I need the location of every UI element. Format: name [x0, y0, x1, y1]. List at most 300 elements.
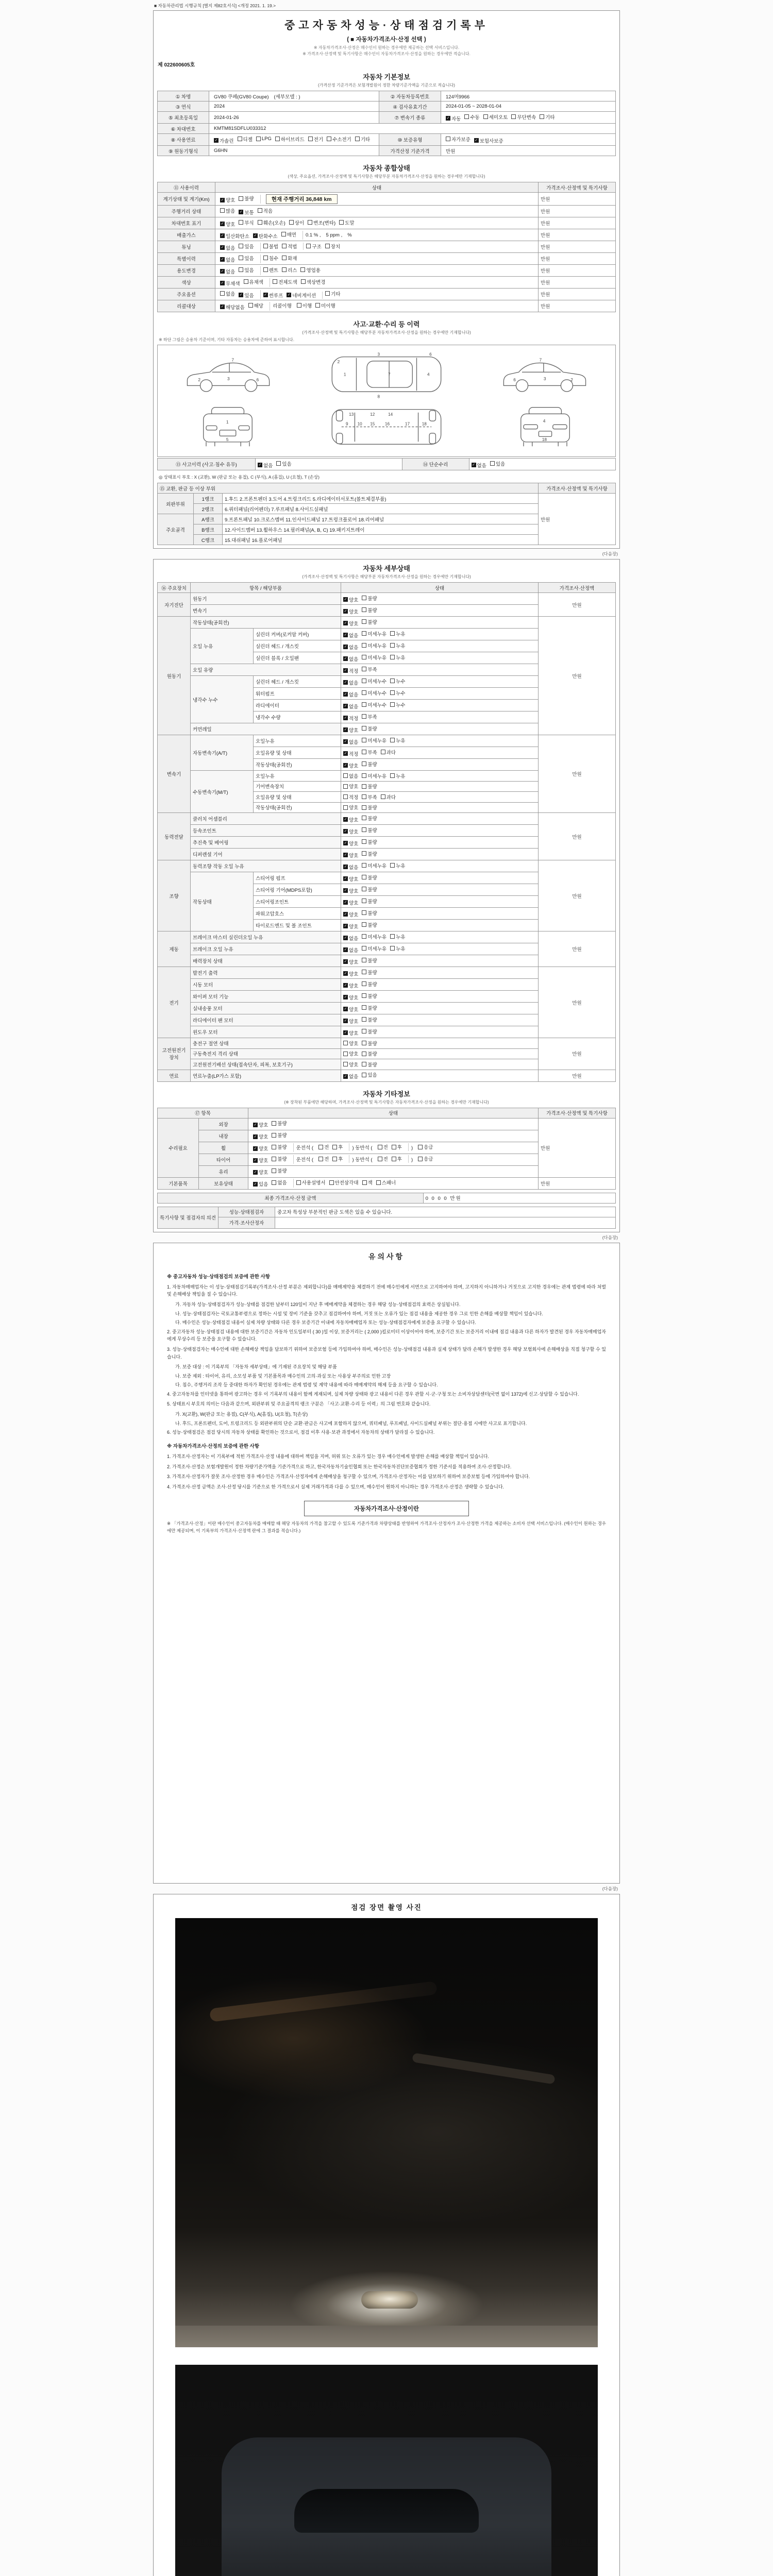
- checkbox-불량[interactable]: [272, 1167, 287, 1174]
- checkbox-box-icon: [362, 702, 366, 707]
- checkbox-부식[interactable]: [239, 219, 254, 226]
- checkbox-양호[interactable]: [343, 1018, 358, 1025]
- checkbox-양호[interactable]: [343, 911, 358, 918]
- checkbox-불량[interactable]: [362, 783, 377, 790]
- checkbox-부족[interactable]: [362, 749, 377, 756]
- notes-paragraph: 6. 성능·상태점검은 점검 당시의 자동차 상태를 확인하는 것으로서, 점검 이후 사용·보관 과정에서 자동차의 상태가 달라질 수 있습니다.: [167, 1430, 435, 1435]
- checkbox-없음[interactable]: [272, 1179, 287, 1186]
- checkbox-전[interactable]: [318, 1143, 329, 1150]
- price-cell: 만원: [539, 277, 616, 289]
- rank-panel-list: 1.후드 2.프론트펜더 3.도어 4.트렁크리드 5.라디에이터서포트(볼트체결부품): [223, 494, 539, 504]
- status-cell: [341, 676, 539, 688]
- checkbox-양호[interactable]: [343, 608, 358, 615]
- notes-paragraph: 4. 중고자동차를 인터넷을 통하여 광고하는 경우 이 기록부의 내용이 함께 게재되며, 실제 차량 상태와 광고 내용이 다른 경우 관할 시·군·구청 또는 소비자상담센터(국번 없이 1372)에 신고·상담할 수 있습니다.: [167, 1391, 579, 1397]
- checkbox-box-icon: [511, 114, 516, 119]
- checkbox-없음[interactable]: [343, 1073, 358, 1080]
- checkbox-불법[interactable]: [263, 243, 278, 250]
- checkbox-label: 양호: [349, 983, 359, 989]
- notes-paragraph: 3. 가격조사·산정자가 잘못 조사·산정한 경우 매수인은 가격조사·산정자에게 손해배상을 청구할 수 있으며, 가격조사·산정자는 이를 담보하기 위하여 보증보험 등에 가입하여야 합니다.: [167, 1474, 530, 1480]
- checkbox-양호[interactable]: [343, 762, 358, 769]
- status-option-group: [217, 243, 261, 251]
- checkbox-box-icon: [275, 137, 280, 141]
- checkbox-많음[interactable]: [220, 207, 235, 214]
- checkbox-label: 리스: [288, 267, 297, 274]
- checkbox-장치[interactable]: [325, 243, 340, 250]
- checkbox-box-icon: [325, 244, 330, 248]
- usage-history-row: [158, 265, 616, 277]
- usage-status-cell: [215, 300, 539, 312]
- checkbox-누수[interactable]: [390, 677, 405, 685]
- status-option-group: [217, 266, 261, 275]
- checkbox-후[interactable]: [332, 1143, 343, 1150]
- checkbox-도말[interactable]: [339, 219, 354, 226]
- checkbox-양호[interactable]: [343, 875, 358, 883]
- checkbox-응급[interactable]: [418, 1143, 433, 1150]
- checkbox-부족[interactable]: [362, 713, 377, 720]
- checkbox-양호[interactable]: [343, 958, 358, 965]
- checkbox-label: 후: [397, 1145, 402, 1150]
- checkbox-양호[interactable]: [343, 620, 358, 627]
- checkbox-미세누수[interactable]: [362, 689, 386, 697]
- checkbox-수소전기[interactable]: [327, 135, 351, 143]
- checkbox-있음[interactable]: [490, 460, 505, 467]
- checkbox-양호[interactable]: [343, 994, 358, 1001]
- checkbox-사용설명서[interactable]: [296, 1179, 326, 1186]
- svg-text:7: 7: [231, 357, 234, 363]
- checkbox-스패너[interactable]: [376, 1179, 396, 1186]
- item-label: 구동축전지 격리 상태: [191, 1048, 341, 1059]
- checkbox-양호[interactable]: [343, 1061, 358, 1068]
- checkbox-적법[interactable]: [282, 243, 297, 250]
- checkbox-적정[interactable]: [343, 715, 358, 722]
- checkbox-box-icon: [332, 1157, 337, 1161]
- checkbox-안전삼각대[interactable]: [329, 1179, 359, 1186]
- other-item-label: 외장: [199, 1118, 248, 1130]
- checkbox-네비게이션[interactable]: [287, 292, 316, 299]
- checkbox-불량[interactable]: [362, 921, 377, 928]
- status-cell: [341, 849, 539, 860]
- checkbox-있음[interactable]: [239, 255, 254, 262]
- checkbox-box-icon: [239, 256, 243, 260]
- checkbox-불량[interactable]: [362, 1061, 377, 1068]
- checkbox-불량[interactable]: [362, 886, 377, 893]
- checkbox-일산화탄소[interactable]: [220, 232, 249, 240]
- checkbox-label: 불량: [367, 993, 377, 999]
- checkbox-누유[interactable]: [390, 772, 405, 779]
- checkbox-양호[interactable]: [343, 828, 358, 835]
- checkbox-불량[interactable]: [362, 725, 377, 732]
- checkbox-양호[interactable]: [253, 1157, 268, 1164]
- checkbox-기타[interactable]: [355, 135, 370, 143]
- col-status: 상태: [215, 182, 539, 193]
- checkbox-불량[interactable]: [362, 1050, 377, 1057]
- checkbox-없음[interactable]: [343, 655, 358, 663]
- status-text: 2024-01-26: [214, 114, 239, 121]
- checkbox-label: 과다: [386, 794, 396, 801]
- svg-text:9: 9: [345, 421, 348, 427]
- checkbox-썬루프[interactable]: [263, 292, 283, 299]
- checkbox-양호[interactable]: [343, 970, 358, 977]
- checkbox-보험사보증[interactable]: [474, 137, 503, 144]
- field-label: ① 차명: [158, 91, 209, 101]
- checkbox-있음[interactable]: [253, 1180, 268, 1188]
- checkbox-자가보증[interactable]: [446, 135, 470, 143]
- checkbox-불량[interactable]: [362, 1016, 377, 1023]
- checkbox-미세누유[interactable]: [362, 933, 386, 940]
- checkbox-box-icon: ✓: [221, 222, 224, 226]
- checkbox-없음[interactable]: [472, 462, 486, 469]
- checkbox-미세누유[interactable]: [362, 737, 386, 744]
- checkbox-label: 화재: [288, 256, 297, 262]
- checkbox-label: 양호: [349, 1030, 359, 1037]
- checkbox-label: 미세누유: [367, 738, 387, 744]
- checkbox-무단변속[interactable]: [511, 113, 536, 121]
- item-label: 등속조인트: [191, 825, 341, 837]
- checkbox-양호[interactable]: [343, 1006, 358, 1013]
- checkbox-label: 전체도색: [278, 279, 297, 285]
- checkbox-불량[interactable]: [362, 1040, 377, 1047]
- price-survey-select[interactable]: ( ■ 자동차가격조사·산정 선택 ): [347, 37, 426, 43]
- checkbox-있음[interactable]: [239, 292, 254, 299]
- checkbox-미세누수[interactable]: [362, 701, 386, 708]
- checkbox-양호[interactable]: [343, 899, 358, 906]
- checkbox-양호[interactable]: [343, 596, 358, 603]
- checkbox-양호[interactable]: [253, 1121, 268, 1128]
- checkbox-있음[interactable]: [239, 243, 254, 250]
- item-label: 수동변속기(M/T): [191, 771, 254, 813]
- checkbox-box-icon: ✓: [221, 234, 224, 238]
- checkbox-label: 전: [383, 1145, 388, 1150]
- checkbox-box-icon: [483, 114, 488, 119]
- checkbox-미세누유[interactable]: [362, 862, 386, 869]
- checkbox-해당없음[interactable]: [220, 303, 245, 311]
- checkbox-양호[interactable]: [343, 726, 358, 734]
- checkbox-LPG[interactable]: [256, 136, 272, 142]
- checkbox-불량[interactable]: [239, 195, 254, 202]
- checkbox-색상변경[interactable]: [301, 278, 326, 285]
- checkbox-없음[interactable]: [258, 462, 273, 469]
- svg-text:4: 4: [543, 418, 546, 424]
- checkbox-훼손(오손)[interactable]: [258, 219, 285, 226]
- checkbox-box-icon: [300, 267, 305, 272]
- checkbox-없음[interactable]: [220, 268, 235, 275]
- checkbox-누유[interactable]: [390, 737, 405, 744]
- checkbox-box-icon: ✓: [344, 657, 347, 660]
- checkbox-누유[interactable]: [390, 933, 405, 940]
- checkbox-없음[interactable]: [343, 679, 358, 686]
- checkbox-수동[interactable]: [464, 113, 479, 121]
- price-cell: 만원: [539, 735, 616, 813]
- usage-history-row: [158, 206, 616, 217]
- usage-status-cell: [215, 217, 539, 229]
- checkbox-없음[interactable]: [220, 256, 235, 263]
- checkbox-있음[interactable]: [362, 1071, 377, 1078]
- checkbox-label: 부족: [367, 794, 377, 801]
- status-cell: [341, 700, 539, 711]
- checkbox-기타[interactable]: [540, 113, 554, 121]
- status-cell: [341, 781, 539, 792]
- checkbox-미세누유[interactable]: [362, 630, 386, 637]
- rank-grade-label: A랭크: [194, 514, 223, 524]
- checkbox-양호[interactable]: [220, 221, 235, 228]
- checkbox-잭[interactable]: [362, 1179, 373, 1186]
- checkbox-label: 없음: [349, 947, 359, 954]
- checkbox-box-icon: [256, 137, 261, 141]
- checkbox-후[interactable]: [392, 1155, 402, 1162]
- checkbox-양호[interactable]: [220, 196, 235, 204]
- checkbox-불량[interactable]: [362, 606, 377, 614]
- svg-text:6: 6: [513, 377, 516, 383]
- checkbox-양호[interactable]: [253, 1145, 268, 1152]
- checkbox-불량[interactable]: [362, 1028, 377, 1035]
- checkbox-label: 후: [338, 1157, 343, 1162]
- checkbox-label: 불량: [367, 607, 377, 614]
- checkbox-label: 적법: [288, 244, 297, 250]
- status-cell: [341, 617, 539, 629]
- checkbox-양호[interactable]: [343, 1050, 358, 1057]
- checkbox-미이행[interactable]: [315, 302, 335, 309]
- checkbox-불량[interactable]: [362, 838, 377, 845]
- checkbox-구조[interactable]: [306, 243, 321, 250]
- checkbox-없음[interactable]: [343, 738, 358, 745]
- price-cell: 만원: [539, 1177, 616, 1189]
- checkbox-label: 있음: [244, 293, 254, 299]
- checkbox-있음[interactable]: [276, 460, 291, 467]
- checkbox-label: 양호: [349, 888, 359, 894]
- checkbox-없음[interactable]: [343, 643, 358, 651]
- notes-paragraph: 2. 가격조사·산정은 보험개발원이 정한 차량기준가액을 기준가격으로 하고, 한국자동차기술인협회 또는 한국자동차진단보증협회가 정한 기준서를 적용하여 조사·산정합니다.: [167, 1464, 512, 1469]
- checkbox-label: 보통: [244, 210, 254, 216]
- status-cell: [341, 1070, 539, 1081]
- checkbox-전기[interactable]: [308, 135, 323, 143]
- checkbox-미세누유[interactable]: [362, 642, 386, 649]
- item-label: 윈도우 모터: [191, 1026, 341, 1038]
- detail-status-row: [158, 617, 616, 629]
- checkbox-상이[interactable]: [289, 219, 304, 226]
- checkbox-불량[interactable]: [362, 897, 377, 905]
- checkbox-없음[interactable]: [343, 772, 358, 779]
- checkbox-양호[interactable]: [253, 1133, 268, 1140]
- checkbox-불량[interactable]: [362, 992, 377, 999]
- checkbox-label: 양호: [349, 609, 359, 615]
- checkbox-응급[interactable]: [418, 1155, 433, 1162]
- checkbox-매연[interactable]: [281, 231, 296, 238]
- checkbox-box-icon: ✓: [344, 704, 347, 708]
- checkbox-불량[interactable]: [272, 1155, 287, 1162]
- panel-basic-and-history: [153, 10, 620, 549]
- checkbox-label: 양호: [349, 1019, 359, 1025]
- status-cell: [341, 593, 539, 605]
- price-cell: 만원: [539, 593, 616, 617]
- checkbox-label: 불량: [367, 805, 377, 811]
- checkbox-후[interactable]: [392, 1143, 402, 1150]
- checkbox-없음[interactable]: [343, 935, 358, 942]
- checkbox-가솔린[interactable]: [214, 137, 234, 144]
- checkbox-누유[interactable]: [390, 654, 405, 661]
- checkbox-불량[interactable]: [272, 1131, 287, 1139]
- checkbox-누유[interactable]: [390, 862, 405, 869]
- notes-list: [167, 1273, 606, 1491]
- checkbox-양호[interactable]: [343, 1029, 358, 1037]
- checkbox-label: 무단변속: [517, 114, 536, 121]
- checkbox-양호[interactable]: [343, 1040, 358, 1047]
- checkbox-미세누유[interactable]: [362, 772, 386, 779]
- checkbox-무채색[interactable]: [220, 280, 240, 287]
- checkbox-label: 불법: [268, 244, 279, 250]
- checkbox-불량[interactable]: [362, 850, 377, 857]
- checkbox-label: 없음: [349, 645, 359, 651]
- final-price-amount: [423, 1193, 615, 1203]
- checkbox-없음[interactable]: [220, 290, 235, 297]
- checkbox-보통[interactable]: [239, 209, 254, 216]
- checkbox-과다[interactable]: [381, 793, 396, 801]
- checkbox-label: 불량: [244, 196, 254, 202]
- status-text: 0.1 % ,: [305, 232, 321, 238]
- checkbox-누유[interactable]: [390, 630, 405, 637]
- notes-paragraph: 4. 가격조사·산정 금액은 조사·산정 당시를 기준으로 한 가격으로서 실제 거래가격과 다를 수 있으며, 매수인이 원하지 아니하는 경우 가격조사·산정은 생략할 수 있습니다.: [167, 1484, 505, 1489]
- usage-status-cell: [215, 229, 539, 241]
- checkbox-미세누유[interactable]: [362, 945, 386, 952]
- checkbox-리스[interactable]: [282, 266, 297, 274]
- checkbox-label: 미세누유: [367, 773, 387, 779]
- other-status-cell: [248, 1165, 539, 1177]
- checkbox-누수[interactable]: [390, 701, 405, 708]
- checkbox-label: 과다: [386, 750, 396, 756]
- checkbox-box-icon: ✓: [254, 1146, 257, 1150]
- checkbox-없음[interactable]: [343, 632, 358, 639]
- checkbox-양호[interactable]: [343, 923, 358, 930]
- checkbox-영업용[interactable]: [300, 266, 321, 274]
- checkbox-없음[interactable]: [343, 703, 358, 710]
- checkbox-없음[interactable]: [220, 244, 235, 251]
- checkbox-box-icon: ✓: [344, 924, 347, 928]
- field-label: ⑤ 최초등록일: [158, 112, 209, 124]
- price-cell: 만원: [539, 193, 616, 206]
- checkbox-화재[interactable]: [282, 255, 297, 262]
- checkbox-양호[interactable]: [343, 816, 358, 823]
- checkbox-불량[interactable]: [362, 957, 377, 964]
- checkbox-미세누수[interactable]: [362, 677, 386, 685]
- checkbox-후[interactable]: [332, 1155, 343, 1162]
- checkbox-없음[interactable]: [343, 946, 358, 954]
- checkbox-box-icon: ✓: [344, 1019, 347, 1023]
- checkbox-양호[interactable]: [343, 783, 358, 790]
- checkbox-양호[interactable]: [343, 852, 358, 859]
- checkbox-label: 미세누유: [367, 863, 387, 869]
- checkbox-탄화수소[interactable]: [253, 232, 278, 240]
- item-label: 브레이크 오일 누유: [191, 943, 341, 955]
- section-title-basic: 자동차 기본정보: [363, 73, 410, 81]
- checkbox-적정[interactable]: [343, 793, 358, 801]
- svg-text:17: 17: [405, 421, 410, 427]
- status-option-group: [261, 292, 323, 299]
- checkbox-label: 없음: [226, 257, 236, 263]
- checkbox-누유[interactable]: [390, 945, 405, 952]
- checkbox-자동[interactable]: [446, 115, 461, 122]
- checkbox-box-icon: [281, 232, 286, 236]
- checkbox-box-icon: [362, 784, 366, 789]
- checkbox-변조(변타)[interactable]: [308, 219, 335, 226]
- checkbox-label: 누유: [396, 655, 406, 661]
- checkbox-디젤[interactable]: [238, 135, 253, 143]
- checkbox-적정[interactable]: [343, 750, 358, 757]
- usage-item-label: 배출가스: [158, 229, 215, 241]
- checkbox-전[interactable]: [318, 1155, 329, 1162]
- section-note-basic: (가격산정 기준가격은 보험개발원이 정한 차량기준가액을 기준으로 적습니다): [318, 83, 455, 88]
- checkbox-누수[interactable]: [390, 689, 405, 697]
- checkbox-적음[interactable]: [258, 207, 273, 214]
- status-option-group: [261, 243, 304, 250]
- checkbox-불량[interactable]: [362, 969, 377, 976]
- checkbox-전[interactable]: [378, 1143, 388, 1150]
- basic-info-row: [158, 146, 616, 156]
- checkbox-label: 부식: [244, 220, 254, 226]
- checkbox-있음[interactable]: [239, 266, 254, 274]
- svg-text:18: 18: [422, 421, 427, 427]
- checkbox-불량[interactable]: [362, 760, 377, 768]
- checkbox-box-icon: ✓: [475, 139, 478, 142]
- checkbox-세미오토[interactable]: [483, 113, 508, 121]
- checkbox-렌트[interactable]: [263, 266, 278, 274]
- checkbox-불량[interactable]: [362, 595, 377, 602]
- checkbox-label: 적정: [349, 751, 359, 757]
- item-label: 디퍼렌셜 기어: [191, 849, 341, 860]
- checkbox-box-icon: [362, 750, 366, 754]
- checkbox-불량[interactable]: [362, 804, 377, 811]
- usage-history-row: [158, 193, 616, 206]
- checkbox-box-icon: [306, 244, 311, 248]
- checkbox-기타[interactable]: [325, 290, 340, 297]
- checkbox-불량[interactable]: [272, 1120, 287, 1127]
- checkbox-불량[interactable]: [362, 618, 377, 625]
- checkbox-누유[interactable]: [390, 642, 405, 649]
- checkbox-불량[interactable]: [362, 909, 377, 917]
- price-cell: 만원: [539, 289, 616, 300]
- usage-history-row: [158, 253, 616, 265]
- svg-text:3: 3: [377, 352, 380, 357]
- checkbox-적정[interactable]: [343, 667, 358, 674]
- checkbox-과다[interactable]: [381, 749, 396, 756]
- checkbox-불량[interactable]: [272, 1143, 287, 1150]
- checkbox-불량[interactable]: [362, 980, 377, 988]
- checkbox-전[interactable]: [378, 1155, 388, 1162]
- checkbox-미세누유[interactable]: [362, 654, 386, 661]
- checkbox-유채색[interactable]: [244, 278, 264, 285]
- checkbox-부족[interactable]: [362, 666, 377, 673]
- checkbox-없음[interactable]: [343, 691, 358, 698]
- checkbox-불량[interactable]: [362, 874, 377, 881]
- checkbox-양호[interactable]: [343, 840, 358, 847]
- checkbox-불량[interactable]: [362, 826, 377, 834]
- checkbox-불량[interactable]: [362, 815, 377, 822]
- checkbox-부족[interactable]: [362, 793, 377, 801]
- status-option-group: [217, 207, 279, 216]
- checkbox-이행[interactable]: [297, 302, 312, 309]
- checkbox-하이브리드[interactable]: [275, 135, 305, 143]
- checkbox-양호[interactable]: [343, 982, 358, 989]
- checkbox-해당[interactable]: [248, 302, 263, 309]
- checkbox-양호[interactable]: [343, 887, 358, 894]
- checkbox-침수[interactable]: [263, 255, 278, 262]
- checkbox-box-icon: [464, 114, 469, 119]
- checkbox-없음[interactable]: [343, 863, 358, 871]
- checkbox-box-icon: ✓: [472, 463, 475, 467]
- checkbox-불량[interactable]: [362, 1004, 377, 1011]
- item-label: 고전원전기배선 상태(접속단자, 피복, 보호기구): [191, 1059, 341, 1070]
- checkbox-양호[interactable]: [253, 1168, 268, 1176]
- checkbox-양호[interactable]: [343, 804, 358, 811]
- checkbox-전체도색[interactable]: [273, 278, 297, 285]
